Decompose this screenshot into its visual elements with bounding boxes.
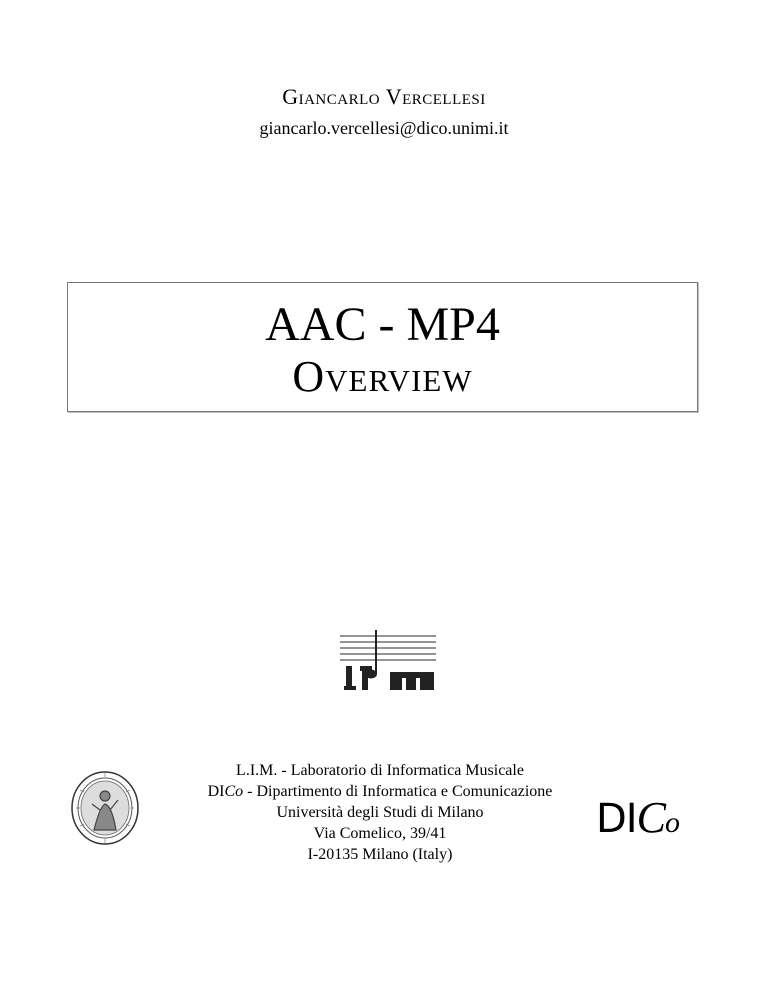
- department-abbr-italic: Co: [224, 783, 244, 800]
- department-name: - Dipartimento di Informatica e Comunicazione: [243, 783, 553, 800]
- address-line-university: Università degli Studi di Milano: [276, 804, 484, 821]
- document-subtitle: Overview: [292, 352, 473, 401]
- address-line-lab: L.I.M. - Laboratorio di Informatica Musicale: [236, 762, 524, 779]
- address-line-street: Via Comelico, 39/41: [313, 825, 447, 842]
- dico-logo-o: o: [664, 806, 679, 839]
- address-line-department: [180, 781, 580, 802]
- title-box: [67, 282, 698, 412]
- university-seal-icon: [70, 770, 140, 846]
- lim-logo-icon: [340, 630, 436, 692]
- author-email: giancarlo.vercellesi@dico.unimi.it: [259, 118, 509, 138]
- dico-logo-c: C: [636, 793, 665, 842]
- address-line-city: I-20135 Milano (Italy): [307, 846, 453, 863]
- document-title: AAC - MP4: [265, 298, 500, 351]
- author-name: Giancarlo Vercellesi: [282, 84, 486, 109]
- institution-address: [180, 760, 580, 865]
- dico-logo-di: DI: [596, 796, 637, 842]
- department-abbr-prefix: DI: [207, 783, 225, 800]
- dico-logo: [596, 793, 679, 845]
